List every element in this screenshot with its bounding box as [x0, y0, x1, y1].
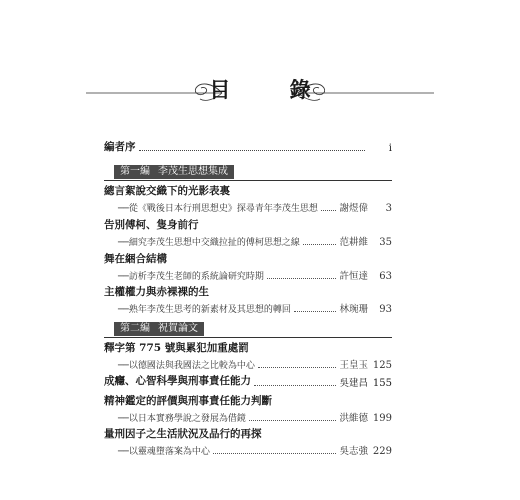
- dot-leader: [303, 244, 337, 245]
- entry-page: 199: [372, 413, 392, 424]
- entry-author: 吳建昌: [339, 378, 368, 389]
- toc-entry[interactable]: [104, 285, 392, 315]
- toc-entry[interactable]: [104, 184, 392, 214]
- dot-leader: [258, 367, 337, 368]
- toc-entry[interactable]: [104, 341, 392, 371]
- dot-leader: [321, 210, 337, 211]
- entry-author: 王皇玉: [339, 360, 368, 371]
- entry-subtitle: ──以德國法與我國法之比較為中心: [118, 361, 255, 371]
- entry-title: 釋字第 775 號與累犯加重處罰: [104, 342, 249, 354]
- toc-entry[interactable]: [104, 394, 392, 424]
- entry-subtitle: ──訪析李茂生老師的系統論研究時期: [118, 272, 264, 282]
- entry-title: 量刑因子之生活狀況及品行的再探: [104, 428, 262, 440]
- entry-page: 125: [372, 360, 392, 371]
- entry-title: 總言絮說交織下的光影表裏: [104, 185, 230, 197]
- entry-subtitle: ──細究李茂生思想中交織拉扯的傅柯思想之線: [118, 238, 300, 248]
- preface-label: 編者序: [104, 141, 136, 153]
- preface-page: i: [388, 143, 392, 154]
- entry-author: 吳志強: [339, 446, 368, 457]
- entry-subtitle: ──以靈魂墮落案為中心: [118, 447, 210, 457]
- dot-leader: [254, 385, 336, 386]
- dot-leader: [139, 150, 366, 151]
- entry-page: 35: [379, 237, 392, 248]
- entry-page: 155: [372, 378, 392, 389]
- part-number: 第二編: [120, 323, 150, 334]
- part-name: 李茂生思想集成: [158, 166, 228, 177]
- entry-page: 229: [372, 446, 392, 457]
- entry-author: 洪維德: [339, 413, 368, 424]
- toc-entry[interactable]: [104, 252, 392, 282]
- dot-leader: [294, 311, 337, 312]
- dot-leader: [249, 420, 337, 421]
- entry-author: 許恒達: [339, 271, 368, 282]
- page-title: 目 錄: [209, 77, 337, 102]
- entry-title: 舞在綑合結構: [104, 253, 167, 265]
- toc-header: [0, 72, 520, 108]
- entry-author: 謝煜偉: [339, 203, 368, 214]
- entry-title: 告別傅柯、隻身前行: [104, 219, 199, 231]
- toc-entry[interactable]: [104, 427, 392, 457]
- entry-author: 林琬珊: [339, 304, 368, 315]
- part-header: [104, 165, 392, 181]
- entry-title: 精神鑑定的評價與刑事責任能力判斷: [104, 395, 272, 407]
- entry-page: 3: [385, 203, 392, 214]
- dot-leader: [213, 453, 337, 454]
- entry-subtitle: ──熟年李茂生思考的新素材及其思想的轉回: [118, 305, 291, 315]
- entry-page: 93: [379, 304, 392, 315]
- part-header: [104, 322, 392, 338]
- toc-entry[interactable]: [104, 374, 392, 389]
- toc-entry[interactable]: [104, 218, 392, 248]
- entry-title: 成癮、心智科學與刑事責任能力: [104, 375, 251, 387]
- preface-entry[interactable]: [104, 138, 392, 154]
- entry-subtitle: ──以日本實務學說之發展為借鏡: [118, 414, 246, 424]
- part-name: 祝賀論文: [158, 323, 198, 334]
- entry-subtitle: ──從《戰後日本行刑思想史》探尋青年李茂生思想: [118, 204, 318, 214]
- dot-leader: [267, 278, 337, 279]
- entry-title: 主權權力與赤裸裸的生: [104, 286, 209, 298]
- entry-author: 范耕維: [339, 237, 368, 248]
- entry-page: 63: [379, 271, 392, 282]
- part-number: 第一編: [120, 166, 150, 177]
